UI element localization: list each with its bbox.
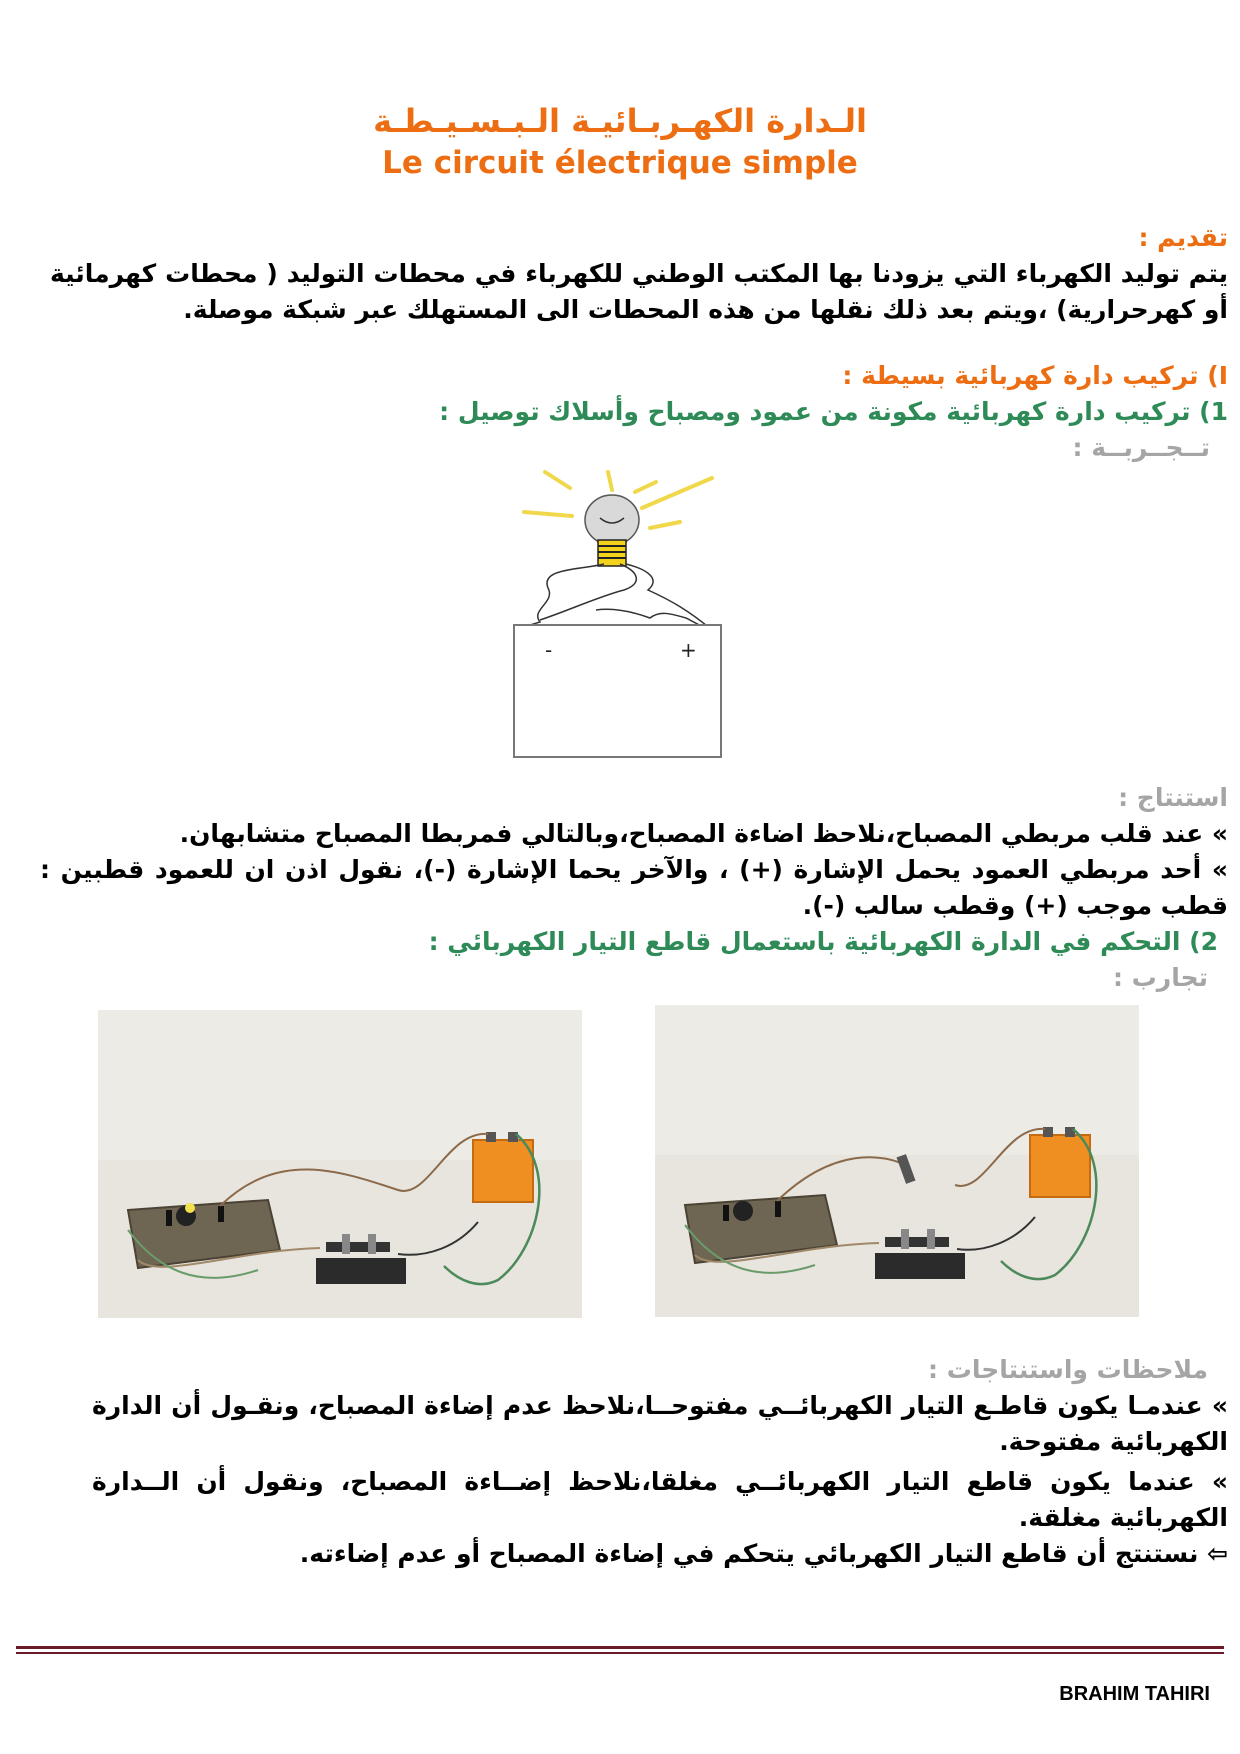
experiments-label: تجارب :	[1112, 963, 1208, 992]
photo-circuit-open	[655, 1005, 1139, 1317]
observation-2: » عندما يكون قاطع التيار الكهربائــي مغلقا،نلاحظ إضــاءة المصباح، ونقول أن الــدارة الكهربائية مغلقة.	[92, 1467, 1228, 1532]
conclusion-2: » أحد مربطي العمود يحمل الإشارة (+) ، والآخر يحما الإشارة (-)، نقول اذن ان للعمود قطبين : قطب موجب (+) وقطب سالب (-).	[40, 855, 1228, 920]
battery-plus: +	[680, 638, 697, 662]
experiment-label: تــجــربــة :	[1072, 433, 1210, 462]
photo-circuit-closed	[98, 1010, 582, 1318]
final-conclusion: ⇦ نستنتج أن قاطع التيار الكهربائي يتحكم في إضاءة المصباح أو عدم إضاءته.	[299, 1539, 1228, 1568]
light-ray	[650, 522, 680, 528]
light-ray	[545, 472, 570, 488]
page-title-french: Le circuit électrique simple	[382, 145, 858, 181]
circuit-photo-illustration-closed	[98, 1010, 582, 1318]
light-ray	[635, 482, 656, 492]
bulb-icon	[585, 495, 639, 545]
circuit-photo-illustration-open	[655, 1005, 1139, 1317]
section1-heading: I) تركيب دارة كهربائية بسيطة :	[842, 361, 1228, 390]
conclusion-1: » عند قلب مربطي المصباح،نلاحظ اضاءة المصباح،وبالتالي فمربطا المصباح متشابهان.	[179, 819, 1228, 848]
page-title-arabic: الـدارة الكهـربـائيـة الـبـسـيـطـة	[373, 102, 867, 140]
author-name: BRAHIM TAHIRI	[1059, 1683, 1210, 1705]
wire-left	[514, 564, 604, 630]
lamp-diagram	[500, 460, 760, 640]
intro-heading: تقديم :	[1138, 223, 1228, 252]
intro-text: يتم توليد الكهرباء التي يزودنا بها المكتب الوطني للكهرباء في محطات التوليد ( محطات كهرمائية أو كهرحرارية) ،ويتم بعد ذلك نقلها من هذه المحطات الى المستهلك عبر شبكة موصلة.	[50, 259, 1228, 324]
wire-right	[540, 564, 705, 628]
light-ray	[524, 512, 572, 516]
wire-right-2	[626, 564, 712, 630]
light-ray	[608, 472, 612, 490]
conclusion-label: استنتاج :	[1118, 783, 1228, 812]
observations-label: ملاحظات واستنتاجات :	[928, 1355, 1208, 1384]
lamp-circuit-illustration	[500, 460, 760, 640]
sub1-heading: 1) تركيب دارة كهربائية مكونة من عمود ومصباح وأسلاك توصيل :	[439, 397, 1228, 426]
observation-1: » عندمـا يكون قاطـع التيار الكهربائــي مفتوحــا،نلاحظ عدم إضاءة المصباح، ونقـول أن الدارة الكهربائية مفتوحة.	[92, 1391, 1228, 1456]
battery-minus: -	[545, 638, 553, 662]
footer-rule-thin	[16, 1652, 1224, 1654]
battery-box	[513, 624, 722, 758]
sub2-heading: 2) التحكم في الدارة الكهربائية باستعمال قاطع التيار الكهربائي :	[428, 927, 1218, 956]
footer-rule	[16, 1646, 1224, 1649]
